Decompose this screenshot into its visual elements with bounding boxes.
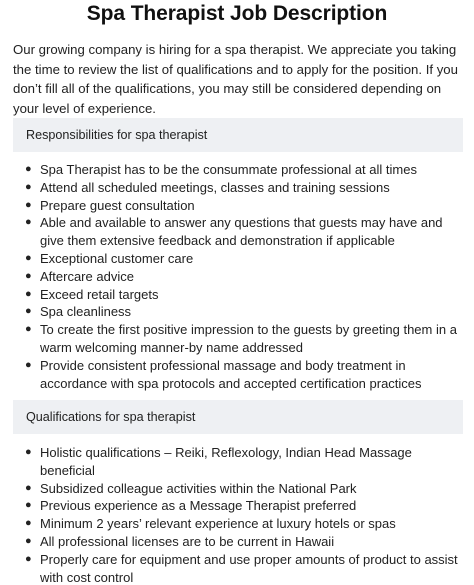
bullet-icon: ● [25,552,32,565]
list-item [13,515,463,533]
list-item-text: Minimum 2 years’ relevant experience at luxury hotels or spas [40,516,396,532]
bullet-icon: ● [25,499,32,512]
intro-paragraph: Our growing company is hiring for a spa therapist. We appreciate you taking the time to review the list of qualifications and to apply for the position. If you don’t fill all of the qualifications, you may still be considered depending on your level of experience. [13,42,458,116]
page-title: Spa Therapist Job Description [86,2,388,25]
list-item-text: All professional licenses are to be current in Hawaii [40,533,335,549]
list-item [13,197,463,215]
list-item [13,214,463,250]
list-item [13,268,463,286]
bullet-icon: ● [25,323,32,336]
list-item-text: Aftercare advice [40,268,134,284]
list-item-text: Spa Therapist has to be the consummate professional at all times [40,162,417,177]
bullet-icon: ● [25,180,32,193]
list-item [13,480,463,498]
list-item-text: Previous experience as a Message Therapist preferred [40,498,357,514]
list-item-text: Exceed retail targets [40,286,159,302]
list-item-text: Provide consistent professional massage and body treatment in accordance with spa protocols and accepted certification practices [40,357,422,391]
list-item [13,250,463,268]
list-item [13,179,463,197]
bullet-icon: ● [25,287,32,300]
list-item [13,551,463,585]
qualifications-list [13,444,463,585]
list-item [13,303,463,321]
bullet-icon: ● [25,163,32,175]
list-item [13,286,463,304]
list-item-text: Attend all scheduled meetings, classes and training sessions [40,179,390,195]
list-item [13,497,463,515]
responsibilities-list [13,161,463,392]
bullet-icon: ● [25,358,32,371]
bullet-icon: ● [25,534,32,547]
bullet-icon: ● [25,481,32,494]
list-item-text: Able and available to answer any questions that guests may have and give them extensive feedback and demonstration if applicable [40,215,443,249]
bullet-icon: ● [25,269,32,282]
bullet-icon: ● [25,251,32,264]
list-item [13,357,463,393]
list-item-text: Holistic qualifications – Reiki, Reflexology, Indian Head Massage beneficial [40,445,412,478]
bullet-icon: ● [25,216,32,229]
list-item-text: Subsidized colleague activities within the National Park [40,480,357,496]
list-item-text: To create the first positive impression to the guests by greeting them in a warm welcoming manner-by name addressed [40,322,457,355]
list-item-text: Exceptional customer care [40,250,194,266]
qualifications-header: Qualifications for spa therapist [13,400,463,434]
list-item-text: Spa cleanliness [40,304,132,320]
list-item-text: Prepare guest consultation [40,197,195,213]
list-item [13,444,463,480]
list-item [13,161,463,179]
list-item [13,533,463,551]
list-item [13,321,463,357]
responsibilities-header: Responsibilities for spa therapist [13,118,463,152]
bullet-icon: ● [25,517,32,530]
bullet-icon: ● [25,198,32,211]
bullet-icon: ● [25,446,32,458]
list-item-text: Properly care for equipment and use proper amounts of product to assist with cost control [40,551,458,585]
bullet-icon: ● [25,305,32,318]
